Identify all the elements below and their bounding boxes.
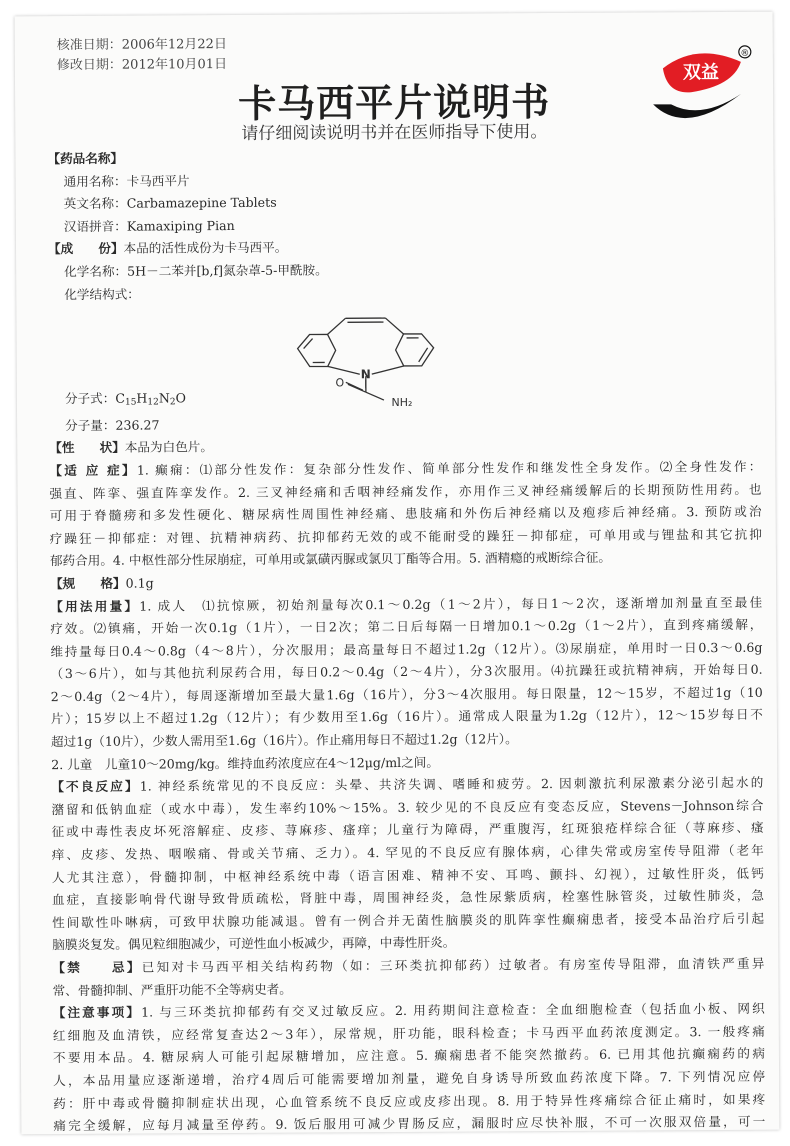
english-name: 英文名称：Carbamazepine Tablets	[63, 194, 277, 212]
dosage-line: 疗效。⑵镇痛，开始一次0.1g（1片），一日2次；第二日后每隔一日增加0.1～0.2g（1～2片），直到疼痛缓解，	[50, 616, 763, 637]
precautions-heading: 【注意事项】	[52, 1004, 142, 1021]
adverse-line: 脑膜炎复发。偶见粒细胞减少，可逆性血小板减少，再障，中毒性肝炎。	[52, 935, 456, 953]
contraindications-line-1: 【禁 忌】已知对卡马西平相关结构药物（如：三环类抗抑郁药）过敏者。有房室传导阻滞，血清铁严重异	[52, 955, 765, 976]
composition-heading: 【成 份】	[47, 241, 124, 257]
adverse-line: 征或中毒性表皮坏死溶解症、皮疹、荨麻疹、瘙痒；儿童行为障碍，严重腹泻，红斑狼疮样综合征（荨麻疹、瘙	[51, 820, 764, 840]
adverse-heading: 【不良反应】	[51, 778, 140, 795]
logo-text: 双益	[682, 62, 720, 84]
adverse-line: 人尤其注意），骨髓抑制，中枢神经系统中毒（语言困难、精神不安、耳鸣、颤抖、幻视），过敏性肝炎，低钙	[51, 865, 764, 885]
specification-text: 0.1g	[125, 575, 154, 591]
dosage-line: （3～6片），如与其他抗利尿药合用，每日0.2～0.4g（2～4片），分3次服用。⑷抗躁狂或抗精神病，开始每日0.	[50, 662, 763, 682]
adverse-line: 血症，直接影响骨代谢导致骨质疏松，肾脏中毒，周围神经炎，急性尿紫质病，栓塞性脉管炎，过敏性肺炎，急	[51, 887, 765, 908]
composition-text: 本品的活性成份为卡马西平。	[123, 240, 288, 257]
indications-line: 可用于脊髓痨和多发性硬化、糖尿病性周围性神经痛、患肢痛和外伤后神经痛以及疱疹后神经痛。3. 预防或治	[49, 503, 762, 524]
molecular-weight: 分子量：236.27	[65, 417, 160, 433]
adverse-line-1: 【不良反应】1. 神经系统常见的不良反应：头晕、共济失调、嗜睡和疲劳。2. 因刺激抗利尿激素分泌引起水的	[51, 775, 764, 795]
adverse-line: 性间歇性卟啉病，可致甲状腺功能减退。曾有一例合并无菌性脑膜炎的肌阵挛性癫痫患者，接受本品治疗后引起	[52, 910, 765, 930]
indications-line: 疗躁狂－抑郁症：对锂、抗精神病药、抗抑郁药无效的或不能耐受的躁狂－抑郁症，可单用或与锂盐和其它抗抑	[49, 526, 762, 546]
precautions-line: 药：肝中毒或骨髓抑制症状出现，心血管系统不良反应或皮疹出现。8. 用于特异性疼痛综合征止痛时，如果疼	[53, 1091, 766, 1111]
dates-block	[57, 35, 227, 76]
page-subtitle: 请仔细阅读说明书并在医师指导下使用。	[241, 122, 548, 144]
dosage-line: 2～0.4g（2～4片），每周逐渐增加至最大量1.6g（16片），分3～4次服用。每日限量，12～15岁，不超过1g（10	[50, 684, 763, 704]
molecular-formula: 分子式：$C_{15}H_{12}N_2O$	[64, 390, 186, 408]
dosage-line: 超过1g（10片），少数人需用至1.6g（16片）。作止痛用每日不超过1.2g（12片）。	[50, 731, 518, 750]
revision-date: 修改日期：2012年10月01日	[56, 57, 228, 74]
indications-line-1: 【适 应 症】1. 癫痫：⑴部分性发作：复杂部分性发作、简单部分性发作和继发性全身发作。⑵全身性发作：	[49, 458, 762, 479]
chemical-name: 化学名称：5H－二苯并[b,f]氮杂䓬-5-甲酰胺。	[64, 262, 328, 279]
indications-line: 郁药合用。4. 中枢性部分性尿崩症，可单用或氯磺丙脲或氯贝丁酯等合用。5. 酒精瘾的戒断综合征。	[49, 550, 611, 569]
carbamoyl-icon	[268, 374, 468, 413]
o-atom-label: O	[335, 376, 345, 390]
precautions-line: 红细胞及血清铁，应经常复查达2～3年），尿常规，肝功能，眼科检查；卡马西平血药浓度测定。3. 一般疼痛	[52, 1023, 765, 1043]
adverse-line: 痒、皮疹、发热、咽喉痛、骨或关节痛、乏力）。4. 罕见的不良反应有腺体病，心律失常或房室传导阻滞（老年	[51, 842, 764, 863]
generic-name: 通用名称：卡马西平片	[63, 172, 190, 189]
precautions-line-1: 【注意事项】1. 与三环类抗抑郁药有交叉过敏反应。2. 用药期间注意检查：全血细胞检查（包括血小板、网织	[52, 1000, 765, 1021]
precautions-line: 不要用本品。4. 糖尿病人可能引起尿糖增加，应注意。5. 癫痫患者不能突然撤药。6. 已用其他抗癫痫药的病	[52, 1046, 765, 1066]
precautions-line: 人，本品用量应逐渐递增，治疗4周后可能需要增加剂量，避免自身诱导所致血药浓度下降。7. 下列情况应停	[53, 1068, 766, 1089]
dosage-line-1: 【用法用量】1. 成人 ⑴抗惊厥，初始剂量每次0.1～0.2g（1～2片），每日1～2次，逐渐增加剂量直至最佳	[50, 594, 763, 614]
character-heading: 【性 状】	[49, 440, 125, 456]
indications-line: 强直、阵挛、强直阵挛发作。2. 三叉神经痛和舌咽神经痛发作，亦用作三叉神经痛缓解后的长期预防性用药。也	[49, 481, 762, 501]
approval-date: 核准日期：2006年12月22日	[56, 37, 227, 54]
character-text: 本品为白色片。	[124, 439, 213, 456]
nh2-label: NH₂	[391, 396, 413, 410]
indications-heading: 【适 应 症】	[49, 462, 137, 479]
contraindications-heading: 【禁 忌】	[52, 959, 142, 976]
carbamoyl-group	[49, 376, 761, 415]
specification-heading: 【规 格】	[50, 575, 126, 592]
document-page	[15, 12, 780, 1135]
structure-label: 化学结构式：	[64, 286, 140, 302]
leaflet-body	[47, 144, 765, 1135]
drug-name-heading: 【药品名称】	[47, 150, 124, 167]
adverse-line: 潴留和低钠血症（或水中毒），发生率约10%～15%。3. 较少见的不良反应有变态反应，Stevens－Johnson综合	[51, 797, 764, 817]
dosage-heading: 【用法用量】	[50, 598, 140, 614]
dosage-child: 2. 儿童 儿童10～20mg/kg。维持血药浓度应在4～12μg/ml之间。	[51, 754, 439, 772]
registered-mark: ®	[740, 48, 750, 59]
contraindications-line: 常、骨髓抑制、严重肝功能不全等病史者。	[52, 981, 292, 998]
n-atom-label: N	[360, 367, 371, 382]
precautions-line: 痛完全缓解，应每月减量至停药。9. 饭后服用可减少胃肠反应，漏服时应尽快补服，不可一次服双倍量，可一	[53, 1113, 766, 1134]
pinyin-name: 汉语拼音：Kamaxiping Pian	[63, 217, 235, 234]
dosage-line: 片）；15岁以上不超过1.2g（12片）；有少数用至1.6g（16片）。通常成人限量为1.2g（12片），12～15岁每日不	[50, 707, 763, 727]
page-title: 卡马西平片说明书	[237, 80, 551, 126]
dosage-line: 维持量每日0.4～0.8g（4～8片），分次服用；最高量每日不超过1.2g（12片）。⑶尿崩症，单用时一日0.3～0.6g	[50, 639, 763, 659]
